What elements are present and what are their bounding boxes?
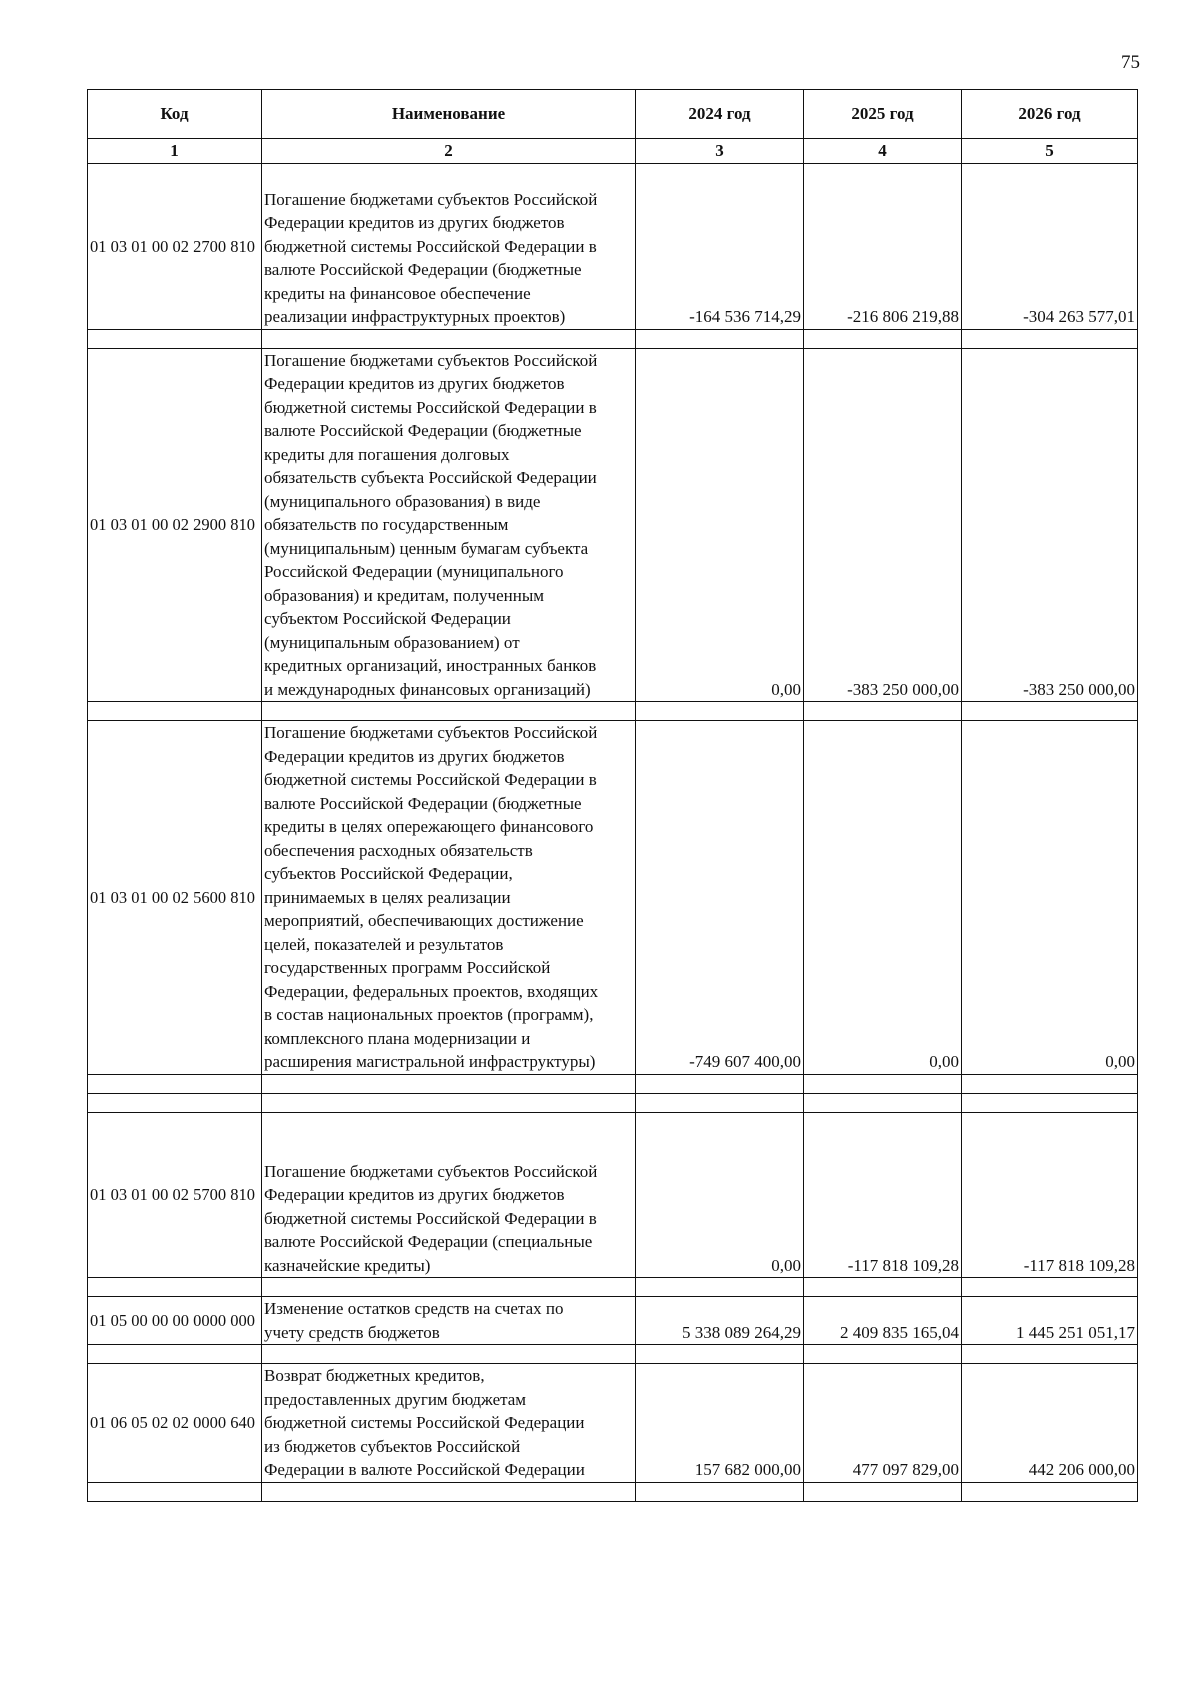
amount-2026: -383 250 000,00 [962,348,1138,702]
name-line: и международных финансовых организаций) [264,679,591,699]
table-row [88,1364,1138,1483]
spacer-cell [962,1345,1138,1364]
amount-2024: 5 338 089 264,29 [636,1297,804,1345]
name-line: (муниципальным образованием) от [264,632,520,652]
name-line: кредиты на финансовое обеспечение [264,283,531,303]
name-line: бюджетной системы Российской Федерации [264,1413,585,1432]
row-code: 01 03 01 00 02 5600 810 [88,721,262,1075]
column-number-row [88,139,1138,164]
name-line: Федерации кредитов из других бюджетов [264,374,565,393]
name-blank-line [264,164,633,188]
spacer-cell [962,1093,1138,1112]
name-line: валюте Российской Федерации (бюджетные [264,260,582,279]
row-code: 01 03 01 00 02 2900 810 [88,348,262,702]
spacer-cell [262,702,636,721]
name-line: бюджетной системы Российской Федерации в [264,236,597,256]
name-line: Федерации кредитов из других бюджетов [264,213,565,232]
name-line: (муниципального образования) в виде [264,491,541,511]
spacer-row [88,1345,1138,1364]
name-line: валюте Российской Федерации (бюджетные [264,421,582,440]
spacer-row [88,1482,1138,1501]
name-line: казначейские кредиты) [264,1255,431,1275]
table-row [88,721,1138,1075]
spacer-cell [636,329,804,348]
name-line: Возврат бюджетных кредитов, [264,1366,485,1385]
name-blank-line [264,1136,633,1160]
name-line: бюджетной системы Российской Федерации в [264,397,597,417]
amount-2024: 0,00 [636,1112,804,1278]
row-name [262,348,636,702]
row-name [262,1112,636,1278]
name-line: целей, показателей и результатов [264,934,504,954]
spacer-cell [88,1482,262,1501]
amount-2025: -117 818 109,28 [804,1112,962,1278]
header-2026: 2026 год [962,90,1138,139]
name-blank-line [264,1113,633,1137]
name-line: государственных программ Российской [264,958,551,977]
column-number: 2 [262,139,636,164]
row-name [262,1297,636,1345]
spacer-cell [262,1278,636,1297]
name-line: из бюджетов субъектов Российской [264,1436,521,1456]
name-line: обязательств по государственным [264,515,509,534]
amount-2024: 0,00 [636,348,804,702]
amount-2024: -749 607 400,00 [636,721,804,1075]
amount-2026: -117 818 109,28 [962,1112,1138,1278]
row-name [262,1364,636,1483]
name-line: принимаемых в целях реализации [264,887,511,907]
spacer-cell [262,1482,636,1501]
spacer-cell [804,1482,962,1501]
page-number: 75 [1121,52,1140,73]
name-line: валюте Российской Федерации (специальные [264,1232,593,1251]
name-line: кредитных организаций, иностранных банков [264,656,597,675]
name-line: мероприятий, обеспечивающих достижение [264,911,584,930]
name-line: расширения магистральной инфраструктуры) [264,1052,596,1071]
spacer-cell [636,1345,804,1364]
header-2025: 2025 год [804,90,962,139]
column-number: 5 [962,139,1138,164]
amount-2025: 0,00 [804,721,962,1075]
spacer-cell [636,702,804,721]
spacer-row [88,702,1138,721]
name-line: Российской Федерации (муниципального [264,562,564,581]
spacer-row [88,329,1138,348]
spacer-cell [804,1345,962,1364]
spacer-cell [636,1074,804,1093]
header-row [88,90,1138,139]
name-line: Погашение бюджетами субъектов Российской [264,1161,598,1181]
name-line: бюджетной системы Российской Федерации в [264,1208,597,1228]
spacer-cell [962,329,1138,348]
spacer-cell [262,1093,636,1112]
column-number: 3 [636,139,804,164]
row-code: 01 06 05 02 02 0000 640 [88,1364,262,1483]
column-number: 1 [88,139,262,164]
name-line: бюджетной системы Российской Федерации в [264,770,597,789]
spacer-cell [88,1093,262,1112]
amount-2026: 1 445 251 051,17 [962,1297,1138,1345]
row-code: 01 03 01 00 02 2700 810 [88,164,262,330]
spacer-cell [262,329,636,348]
header-code: Код [88,90,262,139]
spacer-cell [804,1093,962,1112]
column-number: 4 [804,139,962,164]
budget-table [87,89,1138,1502]
row-name [262,721,636,1075]
spacer-cell [804,1278,962,1297]
amount-2026: 442 206 000,00 [962,1364,1138,1483]
table-row [88,1297,1138,1345]
table-row [88,1112,1138,1278]
name-line: обеспечения расходных обязательств [264,840,533,860]
name-line: комплексного плана модернизации и [264,1028,531,1048]
name-line: образования) и кредитам, полученным [264,585,545,605]
spacer-cell [962,1074,1138,1093]
name-line: (муниципальным) ценным бумагам субъекта [264,538,589,558]
name-line: кредиты в целях опережающего финансового [264,817,594,836]
row-name [262,164,636,330]
amount-2025: -216 806 219,88 [804,164,962,330]
spacer-row [88,1074,1138,1093]
name-line: предоставленных другим бюджетам [264,1389,527,1409]
name-line: кредиты для погашения долговых [264,444,510,464]
spacer-cell [88,329,262,348]
name-line: обязательств субъекта Российской Федерации [264,468,597,487]
amount-2026: 0,00 [962,721,1138,1075]
amount-2024: 157 682 000,00 [636,1364,804,1483]
spacer-cell [88,1345,262,1364]
spacer-cell [962,702,1138,721]
spacer-cell [636,1278,804,1297]
name-line: реализации инфраструктурных проектов) [264,307,566,326]
name-line: Федерации кредитов из других бюджетов [264,1185,565,1204]
name-line: Федерации, федеральных проектов, входящих [264,981,599,1001]
header-name: Наименование [262,90,636,139]
name-line: Погашение бюджетами субъектов Российской [264,723,598,742]
spacer-cell [262,1074,636,1093]
table-row [88,164,1138,330]
table-row [88,348,1138,702]
spacer-cell [804,702,962,721]
name-line: валюте Российской Федерации (бюджетные [264,793,582,813]
name-line: Федерации кредитов из других бюджетов [264,746,565,766]
name-line: учету средств бюджетов [264,1322,440,1342]
name-line: Федерации в валюте Российской Федерации [264,1460,585,1479]
header-2024: 2024 год [636,90,804,139]
name-line: субъектом Российской Федерации [264,609,511,628]
row-code: 01 03 01 00 02 5700 810 [88,1112,262,1278]
amount-2024: -164 536 714,29 [636,164,804,330]
amount-2025: 2 409 835 165,04 [804,1297,962,1345]
spacer-cell [88,1074,262,1093]
spacer-row [88,1278,1138,1297]
spacer-cell [636,1093,804,1112]
spacer-cell [804,1074,962,1093]
spacer-cell [88,702,262,721]
name-line: Погашение бюджетами субъектов Российской [264,350,598,370]
spacer-cell [636,1482,804,1501]
amount-2026: -304 263 577,01 [962,164,1138,330]
spacer-row [88,1093,1138,1112]
spacer-cell [804,329,962,348]
spacer-cell [88,1278,262,1297]
spacer-cell [962,1482,1138,1501]
name-line: в состав национальных проектов (программ), [264,1005,594,1024]
spacer-cell [962,1278,1138,1297]
spacer-cell [262,1345,636,1364]
name-line: Погашение бюджетами субъектов Российской [264,189,598,209]
name-line: Изменение остатков средств на счетах по [264,1299,564,1318]
amount-2025: 477 097 829,00 [804,1364,962,1483]
name-line: субъектов Российской Федерации, [264,864,513,883]
row-code: 01 05 00 00 00 0000 000 [88,1297,262,1345]
amount-2025: -383 250 000,00 [804,348,962,702]
